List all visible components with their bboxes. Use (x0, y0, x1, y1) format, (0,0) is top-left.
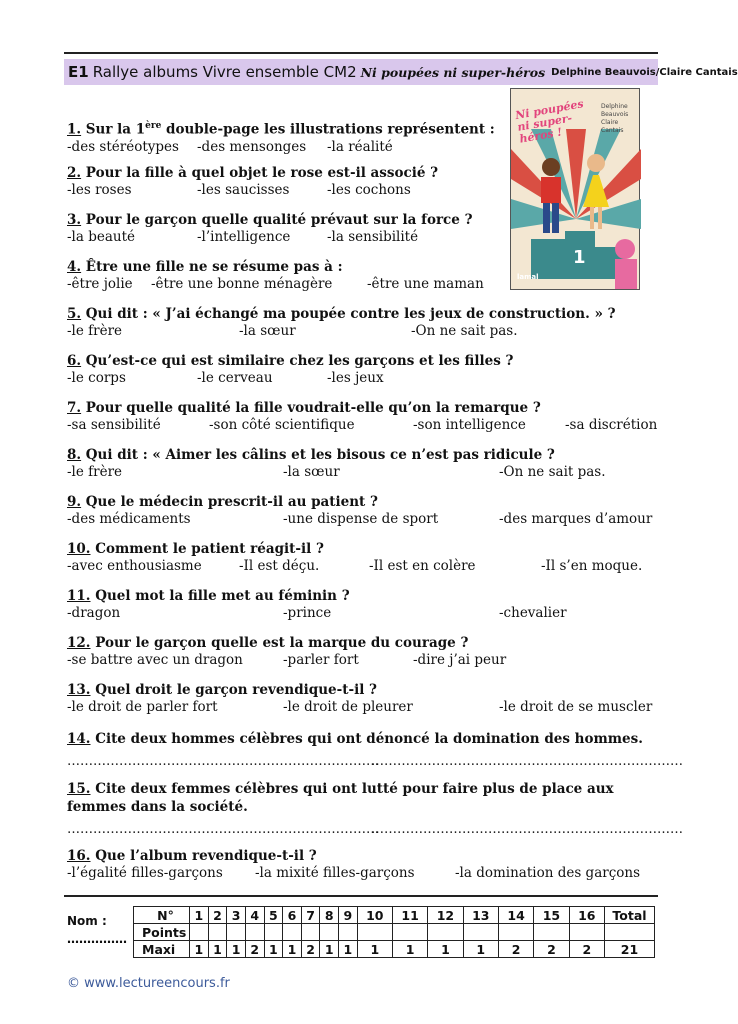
answer-option[interactable]: -des médicaments (67, 511, 191, 527)
answer-option[interactable]: -son intelligence (413, 417, 526, 433)
question-number: 3 (227, 907, 246, 924)
cover-title: Ni poupées ni super-héros ! (514, 97, 585, 146)
points-label: Points (134, 924, 190, 941)
maxi-cell: 1 (264, 941, 283, 958)
points-cell[interactable] (339, 924, 358, 941)
maxi-cell: 1 (463, 941, 498, 958)
answer-option[interactable]: -Il s’en moque. (541, 558, 643, 574)
answer-option[interactable]: -parler fort (283, 652, 359, 668)
total-header: Total (605, 907, 655, 924)
book-authors: Delphine Beauvois/Claire Cantais (551, 66, 738, 78)
question-text: 7. Pour quelle qualité la fille voudrait-elle qu’on la remarque ? (67, 400, 541, 416)
question-6 (67, 353, 513, 388)
points-cell[interactable] (534, 924, 569, 941)
answer-option[interactable]: -les roses (67, 182, 132, 198)
maxi-cell: 2 (498, 941, 533, 958)
question-9 (67, 494, 653, 529)
answer-option[interactable]: -se battre avec un dragon (67, 652, 243, 668)
number-header: N° (134, 907, 190, 924)
answer-line[interactable]: ……………………………………………………………… (371, 822, 683, 837)
points-cell[interactable] (428, 924, 463, 941)
book-cover (510, 88, 640, 290)
points-cell[interactable] (227, 924, 246, 941)
answer-option[interactable]: -dragon (67, 605, 121, 621)
points-cell[interactable] (463, 924, 498, 941)
maxi-cell: 1 (227, 941, 246, 958)
maxi-cell: 1 (320, 941, 339, 958)
question-3 (67, 212, 472, 247)
answer-option[interactable]: -sa sensibilité (67, 417, 161, 433)
maxi-cell: 2 (245, 941, 264, 958)
maxi-cell: 1 (190, 941, 209, 958)
question-text: 16. Que l’album revendique-t-il ? (67, 848, 317, 864)
question-5 (67, 306, 616, 341)
question-text: 11. Quel mot la fille met au féminin ? (67, 588, 350, 604)
question-13 (67, 682, 653, 717)
question-text: 5. Qui dit : « J’ai échangé ma poupée contre les jeux de construction. » ? (67, 306, 616, 322)
question-14 (67, 731, 683, 770)
question-number: 13 (463, 907, 498, 924)
maxi-cell: 2 (569, 941, 604, 958)
question-number: 15 (534, 907, 569, 924)
answer-option[interactable]: -le droit de parler fort (67, 699, 218, 715)
answer-option[interactable]: -des stéréotypes (67, 138, 179, 155)
question-number: 11 (392, 907, 427, 924)
question-number: 1 (190, 907, 209, 924)
answer-option[interactable]: -le frère (67, 323, 123, 339)
top-rule (64, 52, 658, 54)
points-cell[interactable] (320, 924, 339, 941)
question-10 (67, 541, 643, 576)
question-number: 16 (569, 907, 604, 924)
book-title: Ni poupées ni super-héros (360, 64, 546, 80)
answer-option[interactable]: -Il est en colère (369, 558, 476, 574)
answer-option[interactable]: -On ne sait pas. (411, 323, 518, 339)
answer-line[interactable]: ……………………………………………………………… (67, 754, 379, 769)
question-text: 9. Que le médecin prescrit-il au patient ? (67, 494, 378, 510)
points-cell[interactable] (245, 924, 264, 941)
question-15 (67, 780, 683, 838)
maxi-total-cell: 21 (605, 941, 655, 958)
question-number: 12 (428, 907, 463, 924)
maxi-row (134, 941, 655, 958)
name-input-line[interactable]: …………… (67, 932, 127, 946)
bottom-rule (64, 895, 658, 897)
answer-option[interactable]: -chevalier (499, 605, 567, 621)
answer-option[interactable]: -prince (283, 605, 332, 621)
question-7 (67, 400, 658, 435)
answer-option[interactable]: -les saucisses (197, 182, 290, 198)
answer-option[interactable]: -Il est déçu. (239, 558, 320, 574)
question-12 (67, 635, 507, 670)
footer-copyright[interactable]: © www.lectureencours.fr (67, 976, 230, 991)
points-cell[interactable] (208, 924, 227, 941)
points-cell[interactable] (301, 924, 320, 941)
question-number: 9 (339, 907, 358, 924)
question-2 (67, 165, 438, 200)
question-text: 3. Pour le garçon quelle qualité prévaut sur la force ? (67, 212, 473, 228)
points-cell[interactable] (283, 924, 302, 941)
answer-option[interactable]: -la sœur (283, 464, 340, 480)
header-banner (64, 59, 738, 85)
podium-number: 1 (573, 247, 586, 268)
answer-option[interactable]: -les jeux (327, 370, 384, 386)
answer-option[interactable]: -être une maman (367, 276, 484, 292)
question-number: 2 (208, 907, 227, 924)
question-text: 13. Quel droit le garçon revendique-t-il ? (67, 682, 377, 698)
points-cell[interactable] (392, 924, 427, 941)
answer-option[interactable]: -le droit de se muscler (499, 699, 653, 715)
question-8 (67, 447, 606, 482)
points-cell[interactable] (498, 924, 533, 941)
question-text: 14. Cite deux hommes célèbres qui ont dénoncé la domination des hommes. (67, 731, 643, 747)
answer-option[interactable]: -son côté scientifique (209, 417, 355, 433)
maxi-cell: 1 (357, 941, 392, 958)
question-11 (67, 588, 567, 623)
answer-option[interactable]: -le droit de pleurer (283, 699, 413, 715)
points-cell[interactable] (190, 924, 209, 941)
answer-option[interactable]: -des mensonges (197, 138, 307, 155)
answer-option[interactable]: -des marques d’amour (499, 511, 653, 527)
answer-option[interactable]: -une dispense de sport (283, 511, 439, 527)
question-number: 4 (245, 907, 264, 924)
answer-option[interactable]: -la domination des garçons (455, 865, 641, 881)
sheet-code: E1 (68, 63, 89, 81)
sheet-title: Rallye albums Vivre ensemble CM2 (92, 63, 357, 81)
points-total-cell[interactable] (605, 924, 655, 941)
points-row (134, 924, 655, 941)
question-text: 4. Être une fille ne se résume pas à : (67, 259, 343, 275)
question-number: 5 (264, 907, 283, 924)
question-text: 1. Sur la 1ère double-page les illustrations représentent : (67, 121, 495, 138)
question-text: 6. Qu’est-ce qui est similaire chez les garçons et les filles ? (67, 353, 514, 369)
answer-option[interactable]: -le corps (67, 370, 126, 386)
answer-option[interactable]: -la mixité filles-garçons (255, 865, 415, 881)
points-cell[interactable] (357, 924, 392, 941)
question-number: 14 (498, 907, 533, 924)
question-4 (67, 259, 484, 294)
answer-option[interactable]: -être jolie (67, 276, 133, 292)
answer-option[interactable]: -le frère (67, 464, 123, 480)
answer-line[interactable]: ……………………………………………………………… (67, 822, 379, 837)
maxi-cell: 1 (392, 941, 427, 958)
question-text: 12. Pour le garçon quelle est la marque du courage ? (67, 635, 469, 651)
question-number: 6 (283, 907, 302, 924)
maxi-cell: 2 (301, 941, 320, 958)
name-label: Nom : (67, 914, 107, 928)
side-figure (615, 239, 637, 289)
question-text: 15. Cite deux femmes célèbres qui ont lutté pour faire plus de place aux femmes dans la société. (67, 781, 614, 815)
maxi-cell: 1 (283, 941, 302, 958)
maxi-cell: 2 (534, 941, 569, 958)
score-header-row (134, 907, 655, 924)
maxi-cell: 1 (428, 941, 463, 958)
name-field (67, 912, 127, 948)
points-cell[interactable] (569, 924, 604, 941)
answer-option[interactable]: -dire j’ai peur (413, 652, 507, 668)
answer-option[interactable]: -le cerveau (197, 370, 273, 386)
sun-rays (511, 129, 641, 229)
question-number: 7 (301, 907, 320, 924)
question-text: 8. Qui dit : « Aimer les câlins et les bisous ce n’est pas ridicule ? (67, 447, 555, 463)
question-text: 2. Pour la fille à quel objet le rose est-il associé ? (67, 165, 439, 181)
answer-option[interactable]: -sa discrétion (565, 417, 658, 433)
answer-option[interactable]: -la réalité (327, 138, 393, 155)
maxi-cell: 1 (339, 941, 358, 958)
answer-option[interactable]: -l’intelligence (197, 229, 291, 245)
question-16 (67, 848, 641, 883)
question-number: 10 (357, 907, 392, 924)
answer-option[interactable]: -la sœur (239, 323, 296, 339)
maxi-cell: 1 (208, 941, 227, 958)
answer-option[interactable]: -avec enthousiasme (67, 558, 202, 574)
question-number: 8 (320, 907, 339, 924)
publisher-logo: lamal (517, 273, 539, 281)
question-1 (67, 118, 495, 157)
answer-option[interactable]: -la sensibilité (327, 229, 419, 245)
cover-authors: Delphine Beauvois Claire Cantais (601, 103, 629, 134)
points-cell[interactable] (264, 924, 283, 941)
answer-line[interactable]: ……………………………………………………………… (371, 754, 683, 769)
answer-option[interactable]: -On ne sait pas. (499, 464, 606, 480)
answer-option[interactable]: -être une bonne ménagère (151, 276, 333, 292)
answer-option[interactable]: -les cochons (327, 182, 411, 198)
question-text: 10. Comment le patient réagit-il ? (67, 541, 324, 557)
maxi-label: Maxi (134, 941, 190, 958)
answer-option[interactable]: -l’égalité filles-garçons (67, 865, 223, 881)
score-table (133, 906, 655, 958)
answer-option[interactable]: -la beauté (67, 229, 136, 245)
